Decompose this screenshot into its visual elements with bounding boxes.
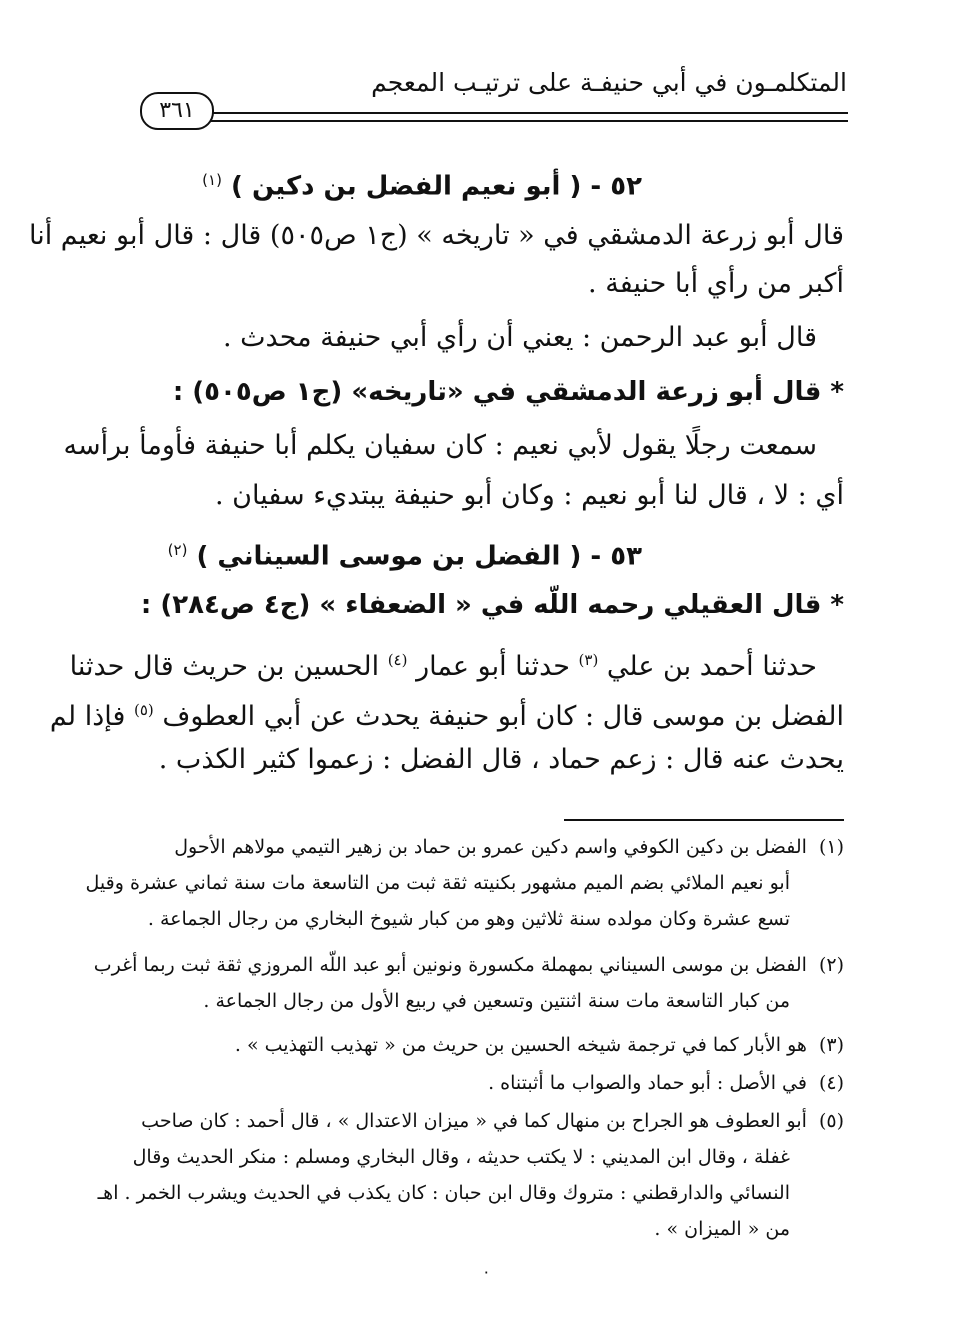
page-number-badge: ٣٦١ xyxy=(140,92,214,130)
running-header-title: المتكلمـون في أبي حنيفـة على ترتيـب المعجم xyxy=(371,68,847,97)
entry-52-paragraph-3-line-2: أي : لا ، قال لنا أبو نعيم : وكان أبو حنيفة يبتديء سفيان . xyxy=(215,480,844,511)
footnote-5-line-1 xyxy=(141,1106,844,1136)
entry-52-paragraph-1-line-1: قال أبو زرعة الدمشقي في « تاريخه » (ج١ ص٥٠٥) قال : قال أبو نعيم أنا xyxy=(28,220,844,251)
footnote-ref-4: (٤) xyxy=(387,651,408,669)
entry-52-paragraph-3-line-1: سمعت رجلًا يقول لأبي نعيم : كان سفيان يكلم أبا حنيفة فأومأ برأسه xyxy=(63,430,817,461)
entry-53-line-1-part-c: الحسين بن حريث قال حدثنا xyxy=(69,651,380,682)
footnote-ref-2: (٢) xyxy=(167,541,188,559)
entry-52-heading xyxy=(202,160,642,207)
footnote-2-number: (٢) xyxy=(818,954,844,976)
footnote-1-line-2: أبو نعيم الملائي بضم الميم مشهور بكنيته ثقة ثبت من التاسعة مات سنة ثماني عشرة وقيل xyxy=(85,872,790,894)
header-rule-bottom xyxy=(198,120,848,122)
footnote-5-text-1: أبو العطوف هو الجراح بن منهال كما في « ميزان الاعتدال » ، قال أحمد : كان صاحب xyxy=(141,1110,807,1132)
entry-52-paragraph-2: قال أبو عبد الرحمن : يعني أن رأي أبي حنيفة محدث . xyxy=(222,322,817,353)
entry-53-line-2-part-a: الفضل بن موسى قال : كان أبو حنيفة يحدث عن أبي العطوف xyxy=(162,701,844,732)
footnote-separator xyxy=(564,819,844,821)
entry-53-source-heading: * قال العقيلي رحمه اللّه في « الضعفاء » (ج٤ ص٢٨٤) : xyxy=(140,590,844,620)
footnote-2-line-1 xyxy=(94,950,844,980)
footnote-3-text-1: هو الأبار كما في ترجمة شيخه الحسين بن حريث من « تهذيب التهذيب » . xyxy=(234,1034,807,1056)
entry-53-line-1 xyxy=(70,640,817,687)
bottom-signature-mark: ٠ xyxy=(482,1262,491,1281)
footnote-4-line-1 xyxy=(488,1068,844,1098)
entry-53-line-2-part-b: فإذا لم xyxy=(49,701,126,732)
entry-52-source-heading: * قال أبو زرعة الدمشقي في «تاريخه» (ج١ ص٥٠٥) : xyxy=(172,377,844,407)
footnote-2-text-1: الفضل بن موسى السيناني بمهملة مكسورة ونونين أبو عبد اللّه المروزي ثقة ثبت ربما أغرب xyxy=(93,954,807,976)
entry-53-line-1-part-a: حدثنا أحمد بن علي xyxy=(606,651,817,682)
footnote-2-line-2: من كبار التاسعة مات سنة اثنتين وتسعين في ربيع الأول من رجال الجماعة . xyxy=(203,990,790,1012)
entry-52-heading-text: ٥٢ - ( أبو نعيم الفضل بن دكين ) xyxy=(231,171,642,202)
footnote-ref-5: (٥) xyxy=(133,701,154,719)
entry-53-line-2 xyxy=(50,690,844,737)
footnote-5-line-3: النسائي والدارقطني : متروك وقال ابن حبان : كان يكذب في الحديث ويشرب الخمر . اهـ xyxy=(97,1182,790,1204)
entry-53-line-3: يحدث عنه قال : زعم حماد ، قال الفضل : زعموا كثير الكذب . xyxy=(158,744,844,775)
footnote-5-line-2: غفلة ، وقال ابن المديني : لا يكتب حديثه ، وقال البخاري ومسلم : منكر الحديث وقال xyxy=(132,1146,790,1168)
footnote-4-text-1: في الأصل : أبو حماد والصواب ما أثبتناه . xyxy=(488,1072,807,1094)
footnote-1-line-3: تسع عشرة وكان مولده سنة ثلاثين وهو من كبار شيوخ البخاري من رجال الجماعة . xyxy=(147,908,790,930)
footnote-1-text-1: الفضل بن دكين الكوفي واسم دكين عمرو بن حماد بن زهير التيمي مولاهم الأحول xyxy=(174,836,807,858)
footnote-1-line-1 xyxy=(174,832,844,862)
footnote-3-line-1 xyxy=(235,1030,844,1060)
entry-53-heading-text: ٥٣ - ( الفضل بن موسى السيناني ) xyxy=(196,541,642,572)
entry-53-line-1-part-b: حدثنا أبو عمار xyxy=(416,651,570,682)
footnote-5-line-4: من « الميزان » . xyxy=(654,1218,790,1240)
entry-53-heading xyxy=(168,530,642,577)
footnote-3-number: (٣) xyxy=(818,1034,844,1056)
footnote-1-number: (١) xyxy=(818,836,844,858)
footnote-4-number: (٤) xyxy=(818,1072,844,1094)
footnote-ref-3: (٣) xyxy=(578,651,599,669)
header-rule-top xyxy=(198,112,848,114)
footnote-5-number: (٥) xyxy=(818,1110,844,1132)
footnote-ref-1: (١) xyxy=(202,171,222,189)
entry-52-paragraph-1-line-2: أكبر من رأي أبا حنيفة . xyxy=(588,268,844,299)
